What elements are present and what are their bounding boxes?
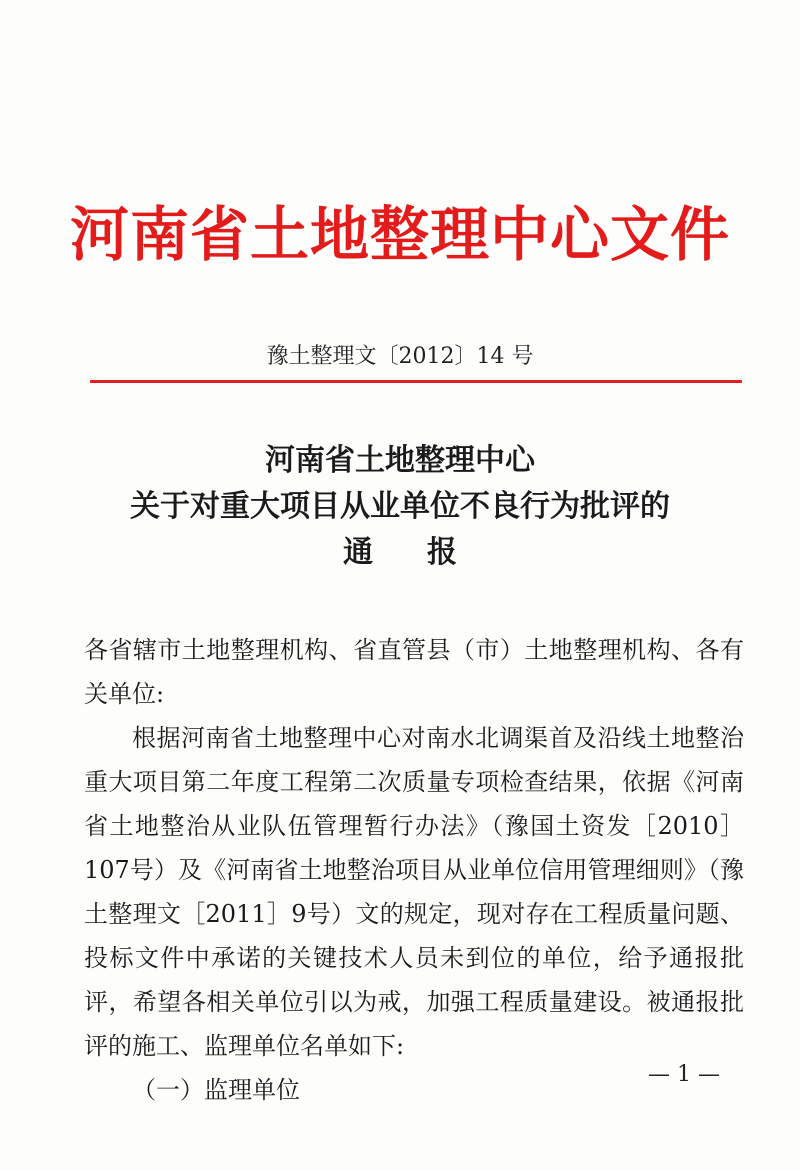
body-paragraph: 根据河南省土地整理中心对南水北调渠首及沿线土地整治重大项目第二年度工程第二次质量专项检查结果，依据《河南省土地整治从业队伍管理暂行办法》（豫国土资发［2010］107号）及《河南省土地整治项目从业单位信用管理细则》（豫土整理文［2011］9号）文的规定，现对存在工程质量问题、投标文件中承诺的关键技术人员未到位的单位，给予通报批评，希望各相关单位引以为戒，加强工程质量建设。被通报批评的施工、监理单位名单如下: — [84, 724, 744, 1060]
issuing-authority-header: 河南省土地整理中心文件 — [69, 200, 730, 269]
document-body — [84, 628, 744, 1112]
title-line-1: 河南省土地整理中心 — [265, 443, 535, 478]
salutation: 各省辖市土地整理机构、省直管县（市）土地整理机构、各有关单位: — [84, 636, 744, 708]
document-title — [0, 438, 800, 576]
title-line-3: 通报 — [343, 535, 511, 570]
red-separator-line — [90, 380, 742, 383]
page-number: — 1 — — [648, 1062, 720, 1087]
title-line-2: 关于对重大项目从业单位不良行为批评的 — [130, 489, 670, 524]
section-heading: （一）监理单位 — [132, 1076, 300, 1104]
document-number: 豫土整理文〔2012〕14 号 — [266, 344, 534, 369]
